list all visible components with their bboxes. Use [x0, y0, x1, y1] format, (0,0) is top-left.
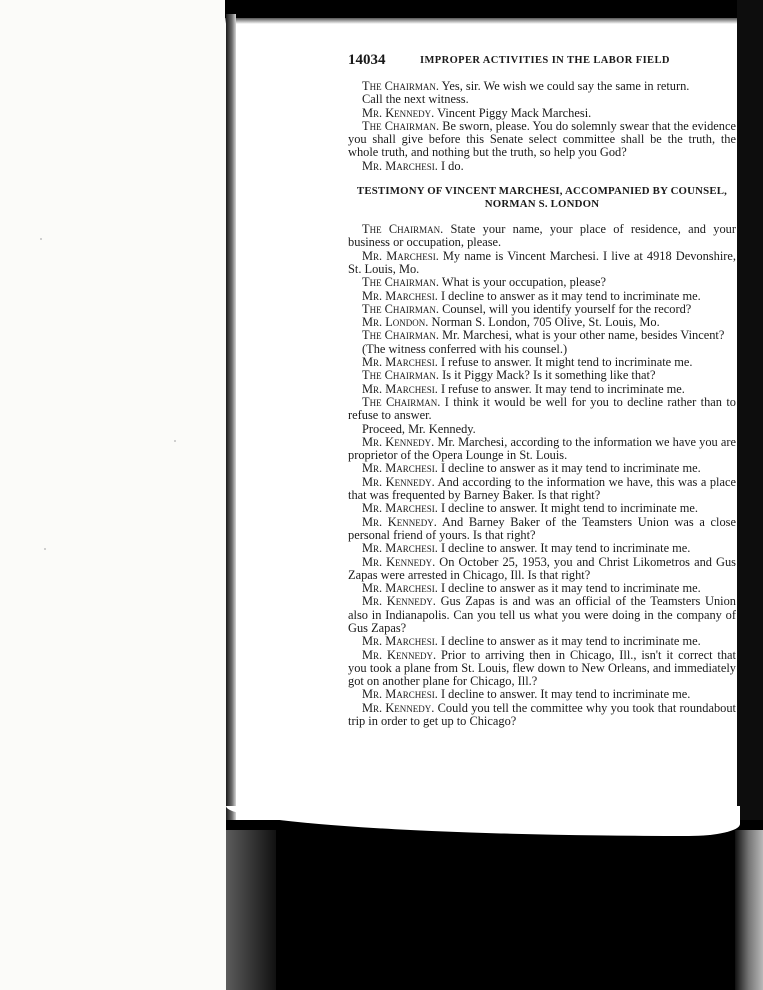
transcript-paragraph — [348, 343, 736, 356]
speaker-name: Mr. Kennedy. — [362, 700, 435, 715]
speaker-name: Mr. Marchesi. — [362, 381, 438, 396]
scan-bottom-right-fringe — [735, 830, 763, 990]
speaker-name: Mr. Kennedy. — [362, 105, 435, 120]
paragraph-text: Is it Piggy Mack? Is it something like that? — [442, 368, 656, 383]
facing-page — [0, 0, 232, 990]
paragraph-text: Gus Zapas is and was an official of the Teamsters Union also in Indianapolis. Can you tell us what you were doing in the company of Gus Zapas? — [348, 594, 736, 635]
speck — [44, 548, 46, 550]
document-page — [348, 50, 737, 729]
transcript-paragraph — [348, 303, 736, 316]
transcript-paragraph — [348, 80, 736, 93]
transcript-paragraph — [348, 383, 736, 396]
paragraph-text: Prior to arriving then in Chicago, Ill., isn't it correct that you took a plane from St. Louis, flew down to New Orleans, and immediately got on another plane for Chicago, Ill.? — [348, 647, 736, 689]
transcript-paragraph — [348, 649, 736, 689]
speaker-name: Mr. Marchesi. — [362, 541, 438, 556]
paragraph-text: Vincent Piggy Mack Marchesi. — [437, 105, 592, 120]
scan-top-edge — [225, 0, 763, 20]
transcript-paragraph — [348, 276, 736, 289]
speaker-name: The Chairman. — [362, 368, 440, 383]
paragraph-text: I refuse to answer. It may tend to incriminate me. — [440, 381, 685, 396]
paragraph-text: (The witness conferred with his counsel.) — [362, 341, 568, 356]
transcript-paragraph — [348, 369, 736, 382]
speck — [40, 238, 42, 240]
transcript-paragraph — [348, 329, 736, 342]
paragraph-text: I decline to answer. It might tend to incriminate me. — [440, 501, 698, 516]
transcript-body — [348, 80, 736, 728]
transcript-paragraph — [348, 356, 736, 369]
paragraph-text: On October 25, 1953, you and Christ Likometros and Gus Zapas were arrested in Chicago, Ill. Is that right? — [348, 554, 736, 582]
speaker-name: Mr. Marchesi. — [362, 158, 438, 173]
speaker-name: The Chairman. — [362, 79, 440, 93]
paragraph-text: State your name, your place of residence, and your business or occupation, please. — [348, 222, 736, 250]
transcript-paragraph — [348, 423, 736, 436]
paragraph-text: I decline to answer. It may tend to incriminate me. — [440, 687, 691, 702]
paragraph-text: Norman S. London, 705 Olive, St. Louis, Mo. — [431, 315, 660, 330]
speaker-name: Mr. London. — [362, 315, 429, 330]
transcript-paragraph — [348, 502, 736, 515]
transcript-paragraph — [348, 290, 736, 303]
speaker-name: Mr. Marchesi. — [362, 634, 438, 649]
transcript-paragraph — [348, 688, 736, 701]
running-title: IMPROPER ACTIVITIES IN THE LABOR FIELD — [420, 55, 670, 66]
speaker-name: Mr. Marchesi. — [362, 501, 438, 516]
scan-top-shadow — [225, 18, 740, 24]
section-heading-line2: NORMAN S. LONDON — [484, 198, 600, 211]
speaker-name: Mr. Kennedy. — [362, 434, 435, 449]
transcript-paragraph — [348, 542, 736, 555]
speaker-name: The Chairman. — [362, 222, 444, 237]
paragraph-text: I decline to answer. It may tend to incriminate me. — [440, 541, 691, 556]
speaker-name: Mr. Marchesi. — [362, 687, 438, 702]
scan-bottom-left-fringe — [226, 830, 276, 990]
paragraph-text: I refuse to answer. It might tend to incriminate me. — [440, 355, 693, 370]
transcript-paragraph — [348, 582, 736, 595]
paragraph-text: Yes, sir. We wish we could say the same in return. — [441, 79, 690, 93]
transcript-paragraph — [348, 702, 736, 729]
transcript-paragraph — [348, 595, 736, 635]
speaker-name: Mr. Marchesi. — [362, 248, 439, 263]
speaker-name: Mr. Marchesi. — [362, 355, 438, 370]
transcript-paragraph — [348, 396, 736, 423]
paragraph-text: Counsel, will you identify yourself for the record? — [442, 301, 692, 316]
transcript-paragraph — [348, 93, 736, 106]
section-heading-line1: TESTIMONY OF VINCENT MARCHESI, ACCOMPANIED BY COUNSEL, — [356, 185, 728, 198]
paragraph-text: And Barney Baker of the Teamsters Union was a close personal friend of yours. Is that right? — [348, 514, 736, 542]
speaker-name: The Chairman. — [362, 275, 440, 290]
paragraph-text: My name is Vincent Marchesi. I live at 4918 Devonshire, St. Louis, Mo. — [348, 248, 736, 276]
paragraph-text: I decline to answer as it may tend to incriminate me. — [440, 461, 701, 476]
transcript-paragraph — [348, 635, 736, 648]
transcript-paragraph — [348, 476, 736, 503]
paragraph-text: I decline to answer as it may tend to incriminate me. — [440, 581, 701, 596]
paragraph-text: Mr. Marchesi, what is your other name, besides Vincent? — [442, 328, 725, 343]
transcript-paragraph — [348, 160, 736, 173]
speaker-name: Mr. Kennedy. — [362, 594, 436, 609]
speaker-name: The Chairman. — [362, 394, 441, 409]
paragraph-text: Call the next witness. — [362, 92, 469, 107]
page-number: 14034 — [348, 52, 386, 68]
transcript-paragraph — [348, 556, 736, 583]
speaker-name: Mr. Marchesi. — [362, 581, 438, 596]
transcript-paragraph — [348, 250, 736, 277]
paragraph-text: I decline to answer as it may tend to incriminate me. — [440, 288, 701, 303]
speck — [174, 440, 176, 442]
paragraph-text: Proceed, Mr. Kennedy. — [362, 421, 476, 436]
book-gutter — [226, 14, 236, 834]
speaker-name: Mr. Marchesi. — [362, 461, 438, 476]
speaker-name: The Chairman. — [362, 118, 440, 133]
transcript-paragraph — [348, 436, 736, 463]
transcript-paragraph — [348, 316, 736, 329]
speaker-name: The Chairman. — [362, 301, 440, 316]
scan-bottom-area — [226, 820, 763, 990]
speaker-name: The Chairman. — [362, 328, 440, 343]
paragraph-text: Could you tell the committee why you took that roundabout trip in order to get up to Chicago? — [348, 700, 736, 729]
speaker-name: Mr. Kennedy. — [362, 647, 437, 662]
paragraph-text: And according to the information we have, this was a place that was frequented by Barney Baker. Is that right? — [348, 474, 736, 503]
speaker-name: Mr. Kennedy. — [362, 514, 437, 529]
paragraph-text: I decline to answer as it may tend to incriminate me. — [440, 634, 701, 649]
speaker-name: Mr. Kennedy. — [362, 554, 436, 569]
transcript-paragraph — [348, 120, 736, 160]
paragraph-text: I do. — [440, 158, 464, 173]
section-heading — [348, 185, 736, 211]
paragraph-text: Mr. Marchesi, according to the information we have you are proprietor of the Opera Lounge in St. Louis. — [348, 434, 736, 463]
speaker-name: Mr. Kennedy. — [362, 474, 435, 489]
paragraph-text: What is your occupation, please? — [441, 275, 607, 290]
paragraph-text: I think it would be well for you to decline rather than to refuse to answer. — [348, 394, 737, 423]
speaker-name: Mr. Marchesi. — [362, 288, 438, 303]
page-header — [348, 50, 736, 72]
paragraph-text: Be sworn, please. You do solemnly swear that the evidence you shall give before this Senate select committee shall be the truth, the whole truth, and nothing but the truth, so help you God? — [348, 118, 736, 160]
scan-right-edge — [737, 0, 763, 830]
transcript-paragraph — [348, 462, 736, 475]
transcript-paragraph — [348, 516, 736, 543]
transcript-paragraph — [348, 107, 736, 120]
transcript-paragraph — [348, 223, 736, 250]
